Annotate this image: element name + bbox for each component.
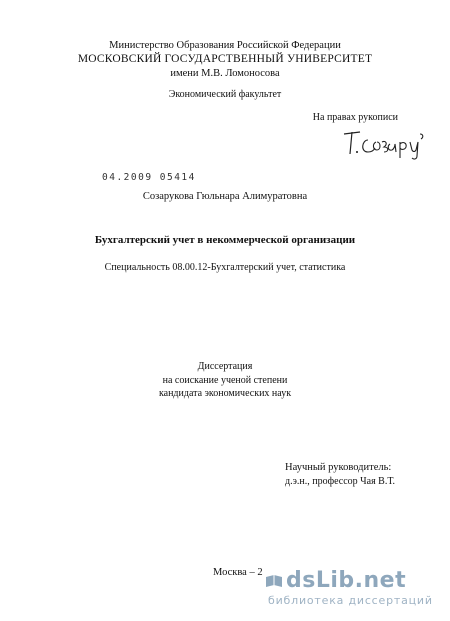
named-after-line: имени М.В. Ломоносова (170, 68, 280, 79)
supervisor-name: д.э.н., профессор Чая В.Т. (285, 476, 395, 487)
city-year: Москва – 2 (213, 567, 263, 578)
university-line: МОСКОВСКИЙ ГОСУДАРСТВЕННЫЙ УНИВЕРСИТЕТ (77, 53, 373, 65)
book-icon (265, 574, 283, 588)
handwritten-signature (338, 126, 430, 162)
rights-note: На правах рукописи (312, 112, 398, 123)
degree-field-line: кандидата экономических наук (158, 388, 292, 399)
watermark-subtitle: библиотека диссертаций (268, 594, 433, 607)
faculty-line: Экономический факультет (168, 89, 282, 100)
watermark-logo: dsLib.net (286, 568, 407, 593)
archive-code-stamp: 04.2009 05414 (102, 172, 196, 183)
degree-line: на соискание ученой степени (162, 375, 288, 386)
supervisor-label: Научный руководитель: (285, 462, 392, 473)
author-name: Созарукова Гюльнара Алимуратовна (142, 191, 308, 202)
dissertation-label: Диссертация (197, 361, 253, 372)
dissertation-title: Бухгалтерский учет в некоммерческой организации (94, 234, 356, 246)
ministry-line: Министерство Образования Российской Федерации (109, 40, 341, 51)
specialty-line: Специальность 08.00.12-Бухгалтерский учет, статистика (104, 262, 346, 273)
